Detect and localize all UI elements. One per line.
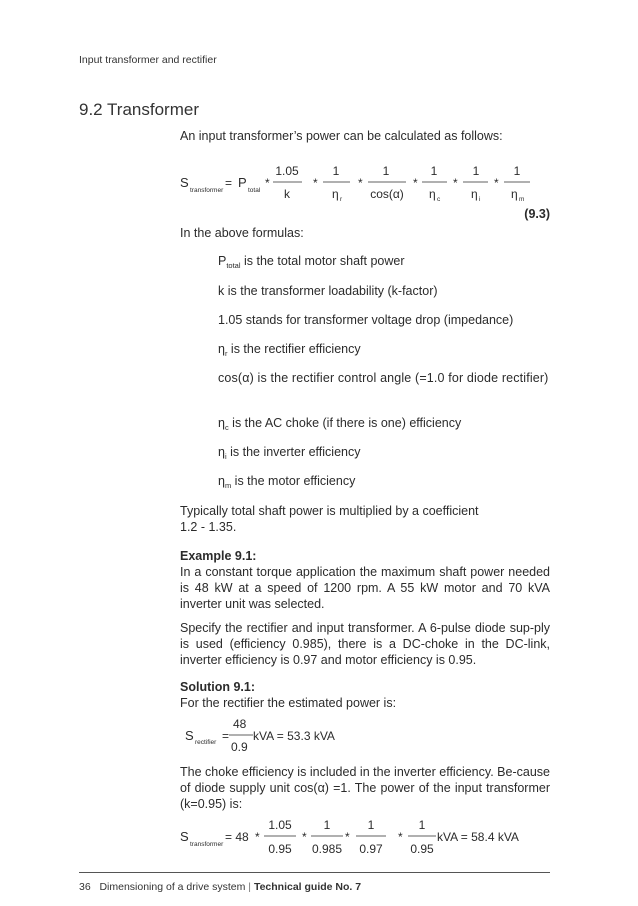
equation-9-3 <box>180 158 560 208</box>
frac-6-num: 1 <box>513 164 521 178</box>
eq-result: kVA = 53.3 kVA <box>253 729 335 743</box>
frac-1-den: k <box>284 187 290 201</box>
eq-equals: = <box>225 176 233 190</box>
def-eta-i <box>218 444 550 465</box>
eq-p-subscript: total <box>248 187 261 194</box>
frac-2-num: 1 <box>323 818 331 832</box>
eq-op: * <box>255 830 260 844</box>
frac-3-num: 1 <box>382 164 390 178</box>
eta-symbol: η <box>218 445 225 459</box>
frac-4-den: 0.95 <box>410 842 434 856</box>
frac-1-num: 1.05 <box>275 164 299 178</box>
solution-paragraph: The choke efficiency is included in the inverter efficiency. Be-cause of diode supply unit cos(α) =1. The power of the input transformer (k=0.95) is: <box>180 765 550 811</box>
running-header: Input transformer and rectifier <box>79 54 217 66</box>
eq-op: * <box>398 830 403 844</box>
frac-2-den: η <box>332 187 339 201</box>
frac-3-den: cos(α) <box>370 187 404 201</box>
p-symbol: P <box>218 254 227 268</box>
def-text: is the motor efficiency <box>231 474 356 488</box>
eta-symbol: η <box>218 474 225 488</box>
def-eta-r <box>218 341 550 362</box>
eq-op: * <box>413 176 418 190</box>
frac-3-den: 0.97 <box>359 842 383 856</box>
frac-2-num: 1 <box>332 164 340 178</box>
frac-4-num: 1 <box>430 164 438 178</box>
solution-line: For the rectifier the estimated power is: <box>180 696 397 710</box>
eta-subscript: c <box>224 423 229 432</box>
def-voltage-drop: 1.05 stands for transformer voltage drop (impedance) <box>218 313 514 327</box>
frac-1-den: 0.95 <box>268 842 292 856</box>
eq-op: * <box>313 176 318 190</box>
typically-line-1: Typically total shaft power is multiplied by a coefficient <box>180 504 479 518</box>
footer-title: Dimensioning of a drive system <box>99 881 246 893</box>
def-text: is the inverter efficiency <box>226 445 361 459</box>
frac-2-den-sub: r <box>340 196 343 203</box>
eq-op: * <box>358 176 363 190</box>
equation-rectifier <box>178 714 378 756</box>
eq-op: * <box>265 176 270 190</box>
def-text: is the AC choke (if there is one) efficiency <box>228 416 462 430</box>
frac-5-den-sub: i <box>479 196 481 203</box>
frac-1-num: 1.05 <box>268 818 292 832</box>
eta-subscript: r <box>224 349 228 358</box>
def-cos-alpha: cos(α) is the rectifier control angle (=1.0 for diode rectifier) <box>218 371 549 385</box>
intro-text: An input transformer’s power can be calculated as follows: <box>180 129 503 143</box>
typically-line-2: 1.2 - 1.35. <box>180 520 237 534</box>
section-heading: 9.2 Transformer <box>79 100 199 119</box>
solution-title: Solution 9.1: <box>180 680 255 694</box>
eta-symbol: η <box>218 416 225 430</box>
eta-symbol: η <box>218 342 225 356</box>
frac-4-num: 1 <box>418 818 426 832</box>
footer-separator: | <box>248 881 252 893</box>
eq-lhs-symbol: S <box>180 829 189 844</box>
equation-transformer <box>178 813 558 861</box>
equation-number: (9.3) <box>524 207 550 221</box>
def-eta-c <box>218 415 550 436</box>
frac-den: 0.9 <box>231 740 248 754</box>
formulas-intro: In the above formulas: <box>180 226 304 240</box>
frac-6-den-sub: m <box>519 196 525 203</box>
eq-op: * <box>494 176 499 190</box>
footer-guide: Technical guide No. 7 <box>253 881 362 893</box>
eq-value: = 48 <box>225 830 249 844</box>
p-subscript: total <box>226 261 241 270</box>
eq-equals: = <box>222 729 230 743</box>
frac-6-den: η <box>511 187 518 201</box>
def-ptotal <box>218 253 550 274</box>
frac-2-den: 0.985 <box>311 842 343 856</box>
frac-4-den-sub: c <box>437 196 441 203</box>
eq-lhs-subscript: rectifier <box>195 739 217 746</box>
eq-op: * <box>302 830 307 844</box>
page-number: 36 <box>79 881 91 893</box>
page-footer <box>79 881 361 893</box>
def-k: k is the transformer loadability (k-factor) <box>218 284 438 298</box>
frac-5-den: η <box>471 187 478 201</box>
eq-p-symbol: P <box>238 175 247 190</box>
eq-lhs-symbol: S <box>185 728 194 743</box>
frac-5-num: 1 <box>472 164 480 178</box>
example-paragraph-1: In a constant torque application the maximum shaft power needed is 48 kW at a speed of 1200 rpm. A 55 kW motor and 70 kVA inverter unit was selected. <box>180 565 550 611</box>
frac-num: 48 <box>233 717 247 731</box>
eq-op: * <box>345 830 350 844</box>
example-title: Example 9.1: <box>180 549 257 563</box>
eq-lhs-subscript: transformer <box>190 187 224 194</box>
def-eta-m <box>218 473 550 494</box>
eq-result: kVA = 58.4 kVA <box>437 830 519 844</box>
eq-lhs-subscript: transformer <box>190 841 224 848</box>
def-text: is the total motor shaft power <box>240 254 405 268</box>
eta-subscript: i <box>224 452 227 461</box>
frac-3-num: 1 <box>367 818 375 832</box>
frac-4-den: η <box>429 187 436 201</box>
eta-subscript: m <box>224 481 232 490</box>
footer-rule <box>79 872 550 873</box>
def-text: is the rectifier efficiency <box>227 342 361 356</box>
example-paragraph-2: Specify the rectifier and input transformer. A 6-pulse diode sup-ply is used (efficiency 0.985), there is a DC-choke in the DC-link, inverter efficiency is 0.97 and motor efficiency is 0.95. <box>180 621 550 667</box>
eq-op: * <box>453 176 458 190</box>
eq-lhs-symbol: S <box>180 175 189 190</box>
